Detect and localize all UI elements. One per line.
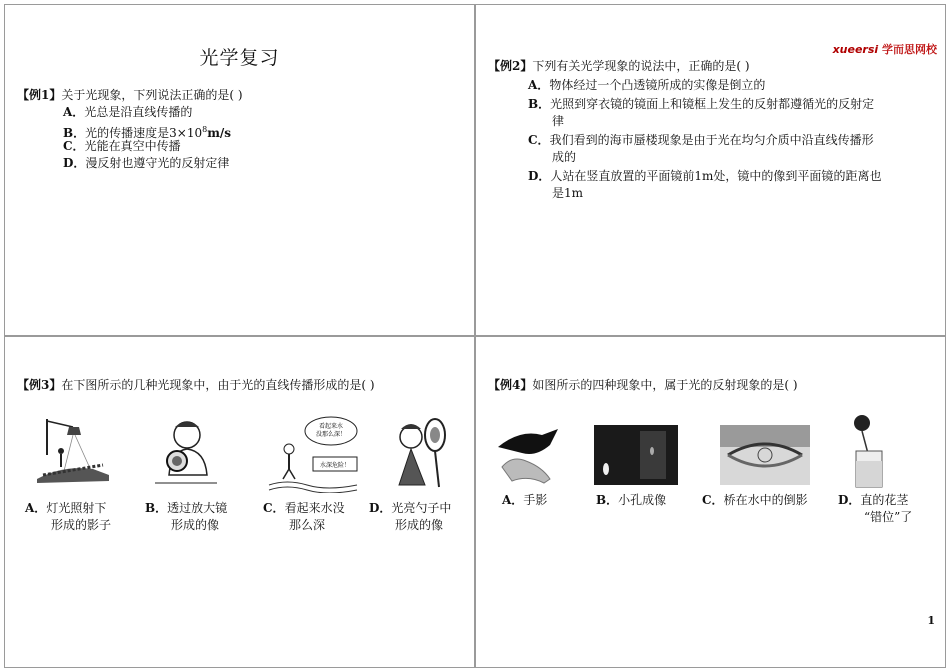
flower-in-glass-photo <box>848 413 892 489</box>
option-b: B．光照到穿衣镜的镜面上和镜框上发生的反射都遵循光的反射定 律 <box>528 97 875 128</box>
option-d: D．人站在竖直放置的平面镜前1m处，镜中的像到平面镜的距离也 是1m <box>528 169 882 200</box>
question-1-stem: 【例1】关于光现象，下列说法正确的是( ) <box>17 88 243 102</box>
slide-title: 光学复习 <box>199 47 280 69</box>
option-b: B．光的传播速度是$3\times 10^8m/s$ <box>63 125 232 140</box>
speech-bubble-text-1: 看起来水 <box>318 423 344 430</box>
caption-d: D．光亮勺子中 形成的像 <box>369 501 452 532</box>
slide-4 <box>475 336 946 668</box>
caption-a: A．手影 <box>502 493 548 507</box>
caption-b: B．透过放大镜 形成的像 <box>145 501 228 532</box>
slide-3 <box>4 336 475 668</box>
warning-sign-text: 水深危险！ <box>319 462 351 469</box>
caption-b: B．小孔成像 <box>596 493 667 507</box>
hand-shadow-photo <box>492 427 564 487</box>
water-depth-illustration <box>267 415 359 493</box>
option-d: D．漫反射也遵守光的反射定律 <box>63 156 230 170</box>
caption-c: C．桥在水中的倒影 <box>702 493 808 507</box>
option-a: A．物体经过一个凸透镜所成的实像是倒立的 <box>528 78 766 92</box>
caption-a: A．灯光照射下 形成的影子 <box>25 501 112 532</box>
page-number: 1 <box>927 614 935 627</box>
speech-bubble-text-2: 没那么深！ <box>315 431 347 438</box>
spoon-reflection-illustration <box>393 415 453 491</box>
pinhole-camera-photo <box>594 425 678 485</box>
xueersi-logo: xueersi 学而思网校 <box>832 43 937 56</box>
option-c: C．我们看到的海市蜃楼现象是由于光在均匀介质中沿直线传播形 成的 <box>528 133 874 164</box>
caption-d: D．直的花茎 “错位”了 <box>838 493 913 524</box>
lamp-shadow-illustration <box>33 415 113 487</box>
question-4-stem: 【例4】如图所示的四种现象中，属于光的反射现象的是( ) <box>488 378 798 392</box>
slide-2 <box>475 4 946 336</box>
question-2-stem: 【例2】下列有关光学现象的说法中，正确的是( ) <box>488 59 750 73</box>
slide-1 <box>4 4 475 336</box>
question-label: 【例1】 <box>17 88 62 102</box>
option-c: C．光能在真空中传播 <box>63 139 181 153</box>
question-3-stem: 【例3】在下图所示的几种光现象中，由于光的直线传播形成的是( ) <box>17 378 375 392</box>
option-a: A．光总是沿直线传播的 <box>63 105 193 119</box>
magnifier-illustration <box>151 415 221 487</box>
caption-c: C．看起来水没 那么深 <box>263 501 345 532</box>
bridge-reflection-photo <box>720 425 810 485</box>
